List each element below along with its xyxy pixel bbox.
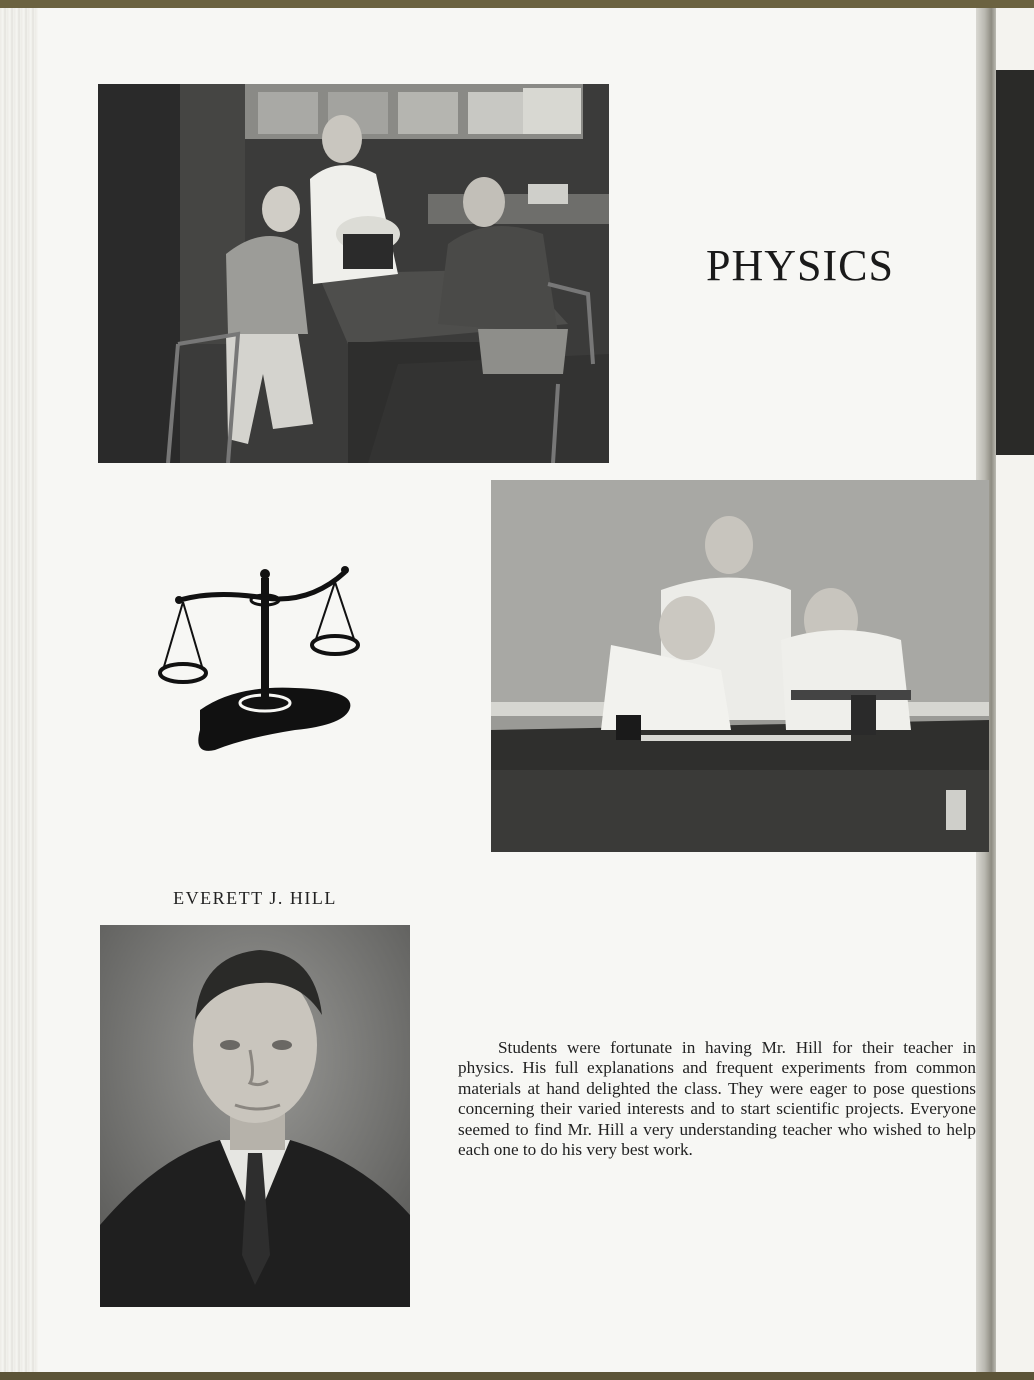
facing-page-photo [996,70,1034,455]
students-at-lab-table-photo [98,84,609,463]
portrait-caption: EVERETT J. HILL [173,888,337,908]
page-title: PHYSICS [706,241,894,290]
everett-hill-portrait [100,925,410,1307]
body-paragraph: Students were fortunate in having Mr. Hill for their teacher in physics. His full explanations and frequent experiments from common materials at hand delighted the class. They were eager to pose questions concerning their varied interests and to start scientific projects. Everyone seemed to find Mr. Hill a very understanding teacher who wished to help each one to do his very best work. [458,1038,976,1160]
book-binding-bottom [0,1372,1034,1380]
facing-page-edge [996,8,1034,1374]
page-edges [0,8,38,1374]
balance-scales-icon [155,560,365,760]
students-with-balance-photo [491,480,989,852]
